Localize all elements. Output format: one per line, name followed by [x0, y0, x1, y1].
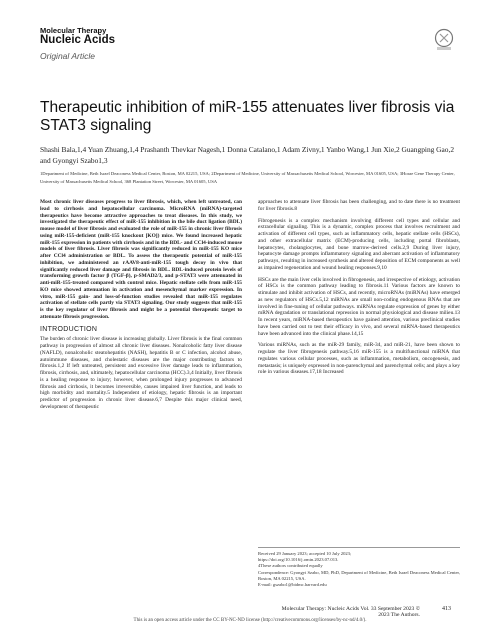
journal-series: Molecular Therapy [40, 26, 107, 35]
crossmark-icon[interactable] [434, 28, 454, 52]
license-statement[interactable]: This is an open access article under the CC BY-NC-ND license (http://creativecommons.org/licenses/by-nc-nd/4.0/). [133, 618, 367, 623]
intro-heading: INTRODUCTION [40, 325, 98, 333]
email-link[interactable]: E-mail: gszabo1@bidmc.harvard.edu [258, 582, 327, 588]
intro-paragraph: The burden of chronic liver disease is increasing globally. Liver fibrosis is the final common pathway in progression of almost all chronic liver diseases. Nonalcoholic fatty liver disease (NAFLD), nonalcoholic steatohepatitis (NASH), hepatitis B or C infection, alcohol abuse, autoimmune diseases, and cholestatic diseases are the major contributing factors to fibrosis.1,2 If left untreated, persistent and excessive liver damage leads to inflammation, fibrosis, cirrhosis, and, ultimately, hepatocellular carcinoma (HCC).3,4 Initially, liver fibrosis is a healing response to injury; however, when prolonged injury progresses to advanced fibrosis and cirrhosis, it becomes irreversible, causes impaired liver function, and leads to high morbidity and mortality.5 Independent of etiology, hepatic fibrosis is an important predictor of progression in chronic liver disease.6,7 Despite this major clinical need, development of therapeutic [40, 336, 242, 410]
equal-contribution-note: 4These authors contributed equally [258, 563, 323, 569]
article-notes [258, 547, 460, 588]
author-list: Shashi Bala,1,4 Yuan Zhuang,1,4 Prashanth Thevkar Nagesh,1 Donna Catalano,1 Adam Zivny,1 Yanbo Wang,1 Jun Xie,2 Guangping Gao,2 and Gyongyi Szabo1,3 [40, 145, 455, 165]
affiliations: 1Department of Medicine, Beth Israel Deaconess Medical Center, Boston, MA 02215, USA; 2Department of Medicine, University of Massachusetts Medical School, Worcester, MA 01605, USA; 3Horae Gene Therapy Center, University of Massachusetts Medical School, 368 Plantation Street, Worcester, MA 01605, USA [40, 171, 455, 184]
body-paragraph-1: approaches to attenuate liver fibrosis has been challenging, and to date there is no treatment for liver fibrosis.8 [258, 199, 460, 212]
doi-link[interactable]: https://doi.org/10.1016/j.omtn.2023.07.013. [258, 557, 339, 563]
body-paragraph-2: Fibrogenesis is a complex mechanism involving different cell types and cellular and extracellular signaling. This is a dynamic, complex process that involves recruitment and activation of different cell types, such as inflammatory cells, hepatic stellate cells (HSCs), and other extracellular matrix (ECM)-producing cells, including portal fibroblasts, hepatocytes, cholangiocytes, and bone marrow-derived cells.2,9 During liver injury, hepatocyte damage prompts inflammatory signaling and aberrant activation of inflammatory pathways, resulting in increased synthesis and altered deposition of ECM components as well as impaired regeneration and wound healing responses.9,10 [258, 217, 460, 271]
journal-name: Nucleic Acids [40, 34, 115, 46]
page-number: 413 [442, 606, 451, 612]
footer-citation: Molecular Therapy: Nucleic Acids Vol. 33 September 2023 © 2023 The Authors. [281, 606, 420, 618]
correspondence: Correspondence: Gyongyi Szabo, MD, PhD, Department of Medicine, Beth Israel Deaconess Medical Center, Boston, MA 02215, USA. [258, 569, 461, 581]
article-title: Therapeutic inhibition of miR-155 attenuates liver fibrosis via STAT3 signaling [40, 99, 455, 134]
body-paragraph-3: HSCs are the main liver cells involved in fibrogenesis, and irrespective of etiology, activation of HSCs is the common pathway leading to fibrosis.11 Various factors are known to stimulate and inhibit activation of HSCs, and recently, microRNAs (miRNAs) have emerged as new regulators of HSCs.5,12 miRNAs are small non-coding endogenous RNAs that are involved in fine-tuning of cellular pathways. miRNAs regulate expression of genes by either mRNA degradation or translational repression in normal physiological and disease milieu.13 In recent years, miRNA-based therapeutics have gained attention, various preclinical studies have been carried out to test their efficacy in vivo, and several miRNA-based therapeutics have been advanced into the clinical phase.14,15 [258, 276, 460, 337]
body-paragraph-4: Various miRNAs, such as the miR-29 family, miR-34, and miR-21, have been shown to regulate the liver fibrogenesis pathway.5,16 miR-155 is a multifunctional miRNA that regulates various cellular processes, such as inflammation, metabolism, oncogenesis, and metastasis; is uniquely expressed in non-parenchymal and parenchymal cells; and plays a key role in various diseases.17,18 Increased [258, 342, 460, 376]
left-column [40, 199, 242, 416]
right-column [258, 199, 460, 381]
article-type: Original Article [40, 51, 95, 61]
received-date: Received 29 January 2023; accepted 10 July 2023; [258, 551, 352, 556]
abstract: Most chronic liver diseases progress to liver fibrosis, which, when left untreated, can lead to cirrhosis and hepatocellular carcinoma. MicroRNA (miRNA)-targeted therapeutics have become attractive approaches to treat diseases. In this study, we investigated the therapeutic effect of miR-155 inhibition in the bile duct ligation (BDL) mouse model of liver fibrosis and evaluated the role of miR-155 in chronic liver fibrosis using miR-155-deficient (miR-155 knockout [KO]) mice. We found increased hepatic miR-155 expression in patients with cirrhosis and in the BDL- and CCl4-induced mouse models of liver fibrosis. Liver fibrosis was significantly reduced in miR-155 KO mice after CCl4 administration or BDL. To assess the therapeutic potential of miR-155 inhibition, we administered an rAAV8-anti-miR-155 tough decoy in vivo that significantly reduced liver damage and fibrosis in BDL. BDL-induced protein levels of transforming growth factor β (TGF-β), p-SMAD2/3, and p-STAT3 were attenuated in anti-miR-155-treated compared with control mice. Hepatic stellate cells from miR-155 KO mice showed attenuation in activation and mesenchymal marker expression. In vitro, miR-155 gain- and loss-of-function studies revealed that miR-155 regulates activation of stellate cells partly via STAT3 signaling. Our study suggests that miR-155 is the key regulator of liver fibrosis and might be a potential therapeutic target to attenuate fibrosis progression. [40, 199, 242, 320]
